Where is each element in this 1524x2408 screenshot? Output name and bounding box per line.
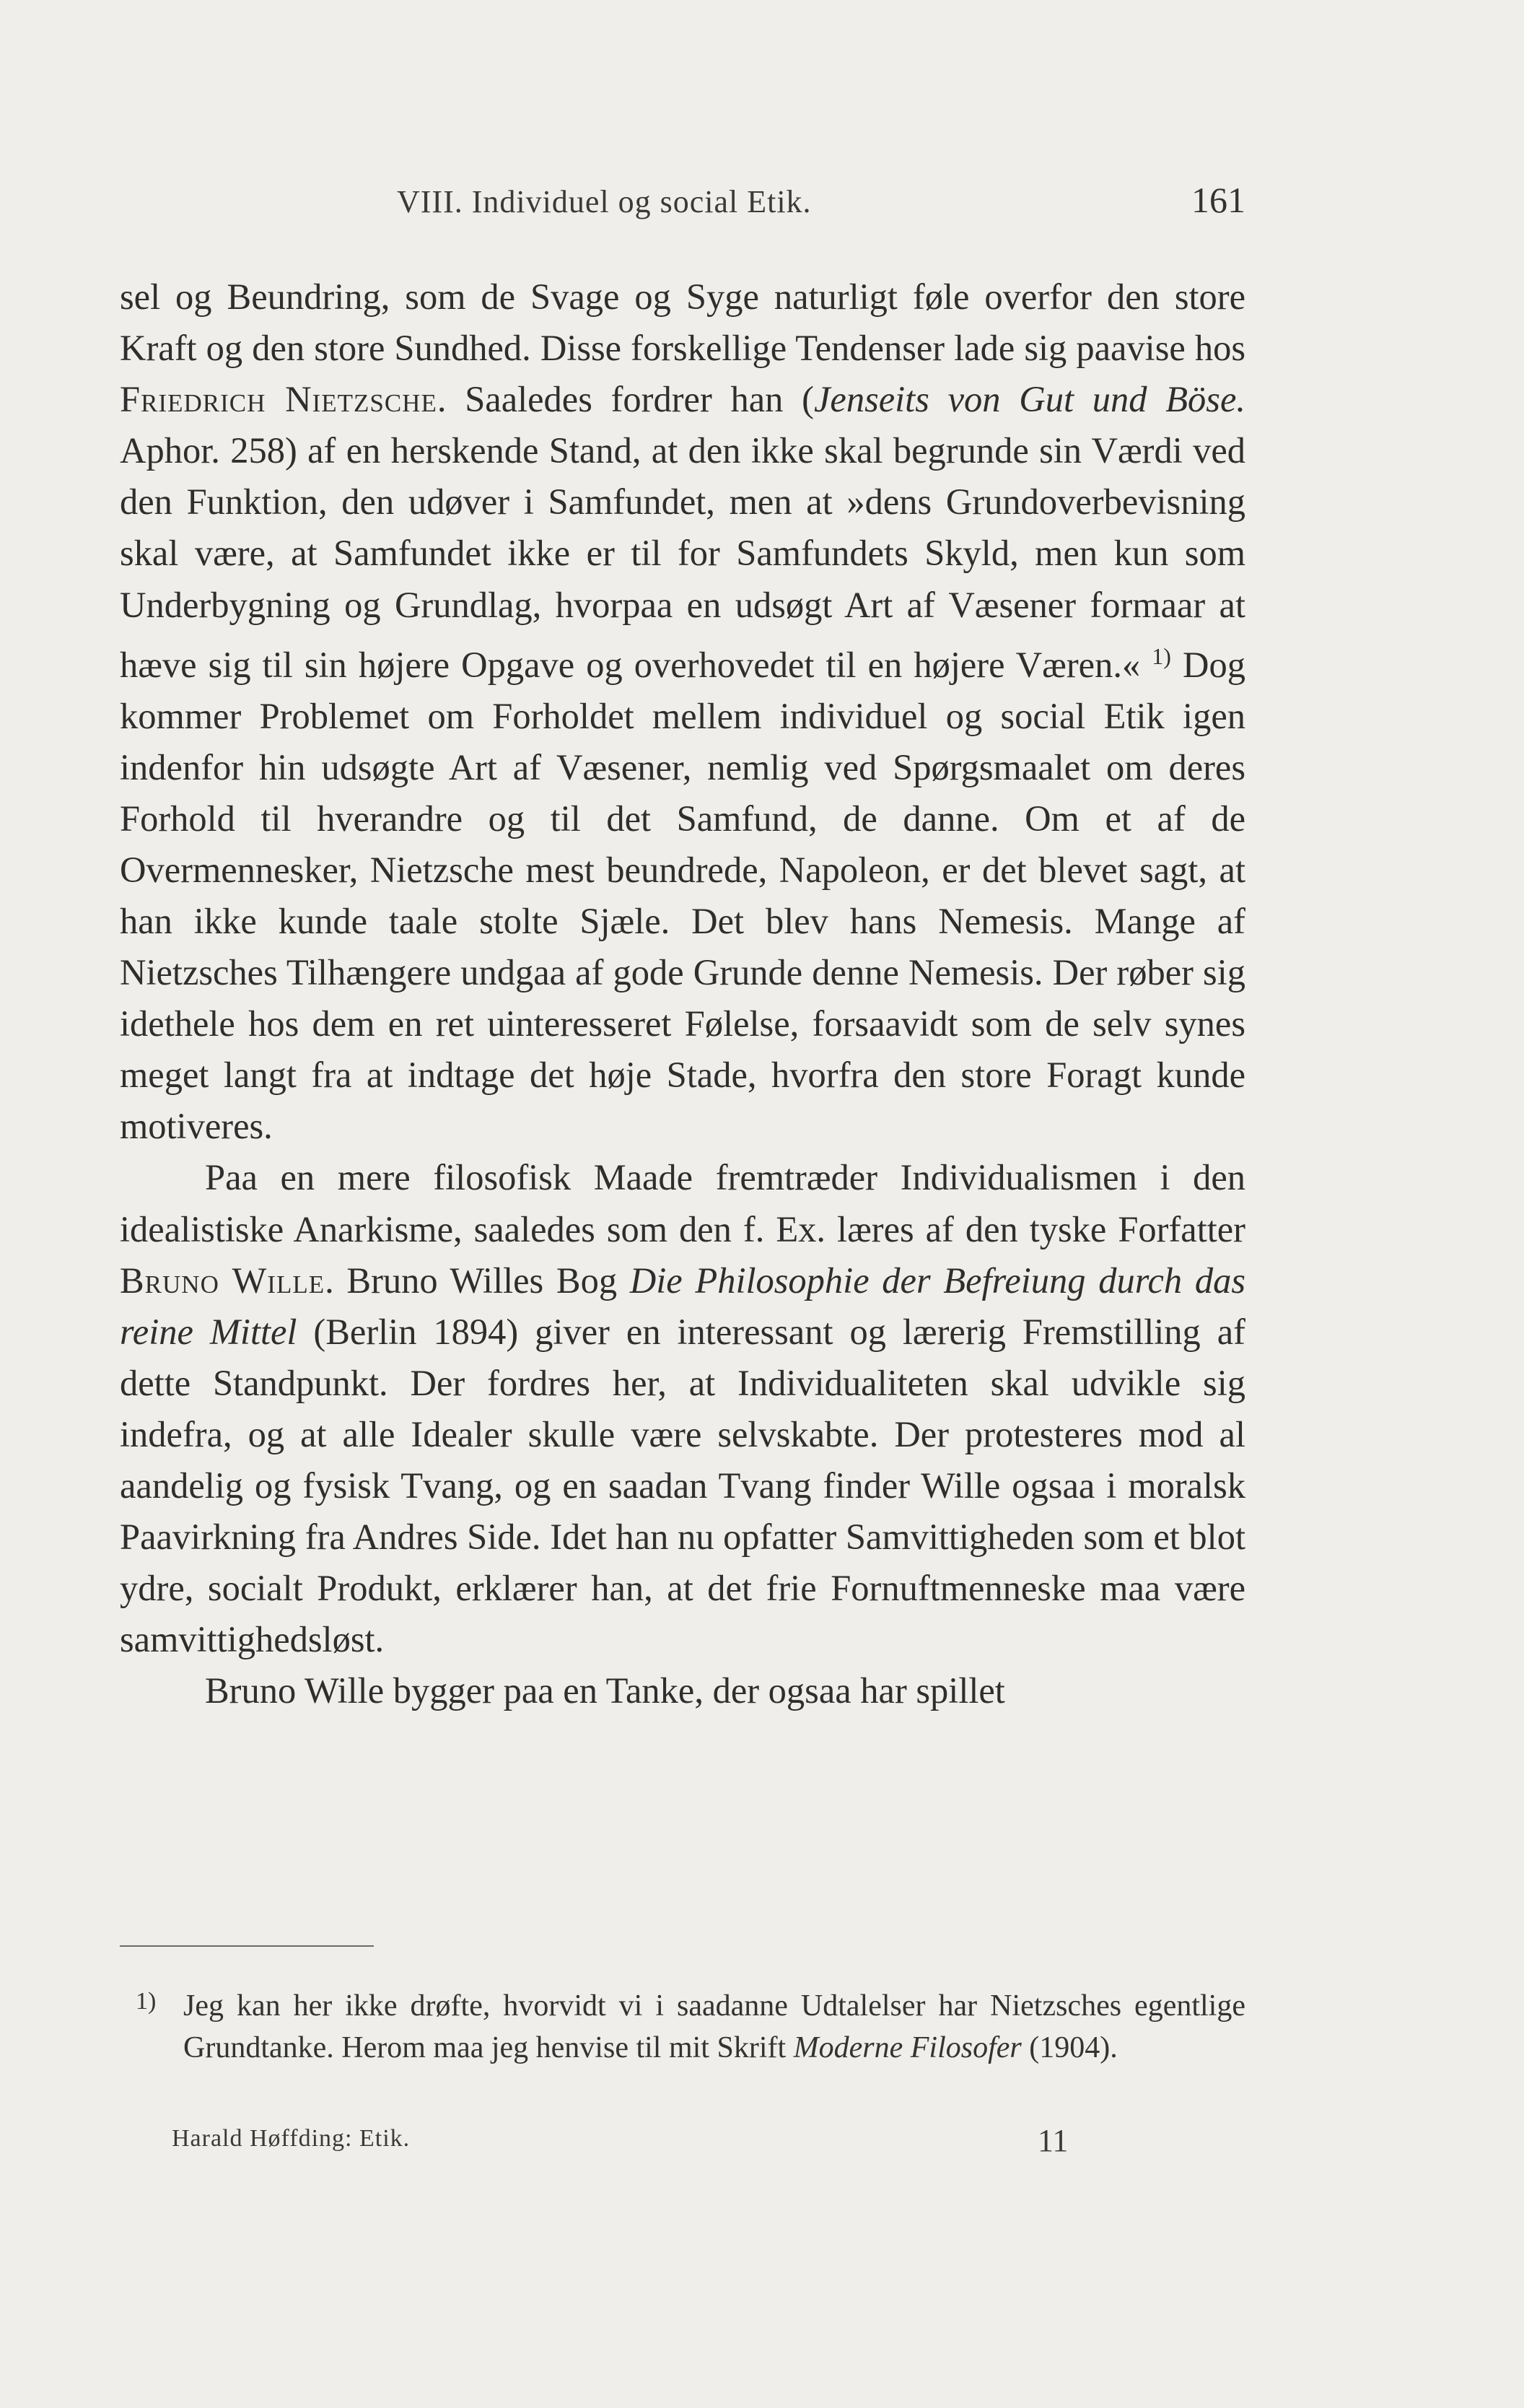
- work-title: Moderne Filosofer: [793, 2031, 1022, 2064]
- paragraph-2: Paa en mere filosofisk Maade fremtræder Individualismen i den idealistiske Anarkisme, saaledes som den f. Ex. læres af den tyske Forfatter Bruno Wille. Bruno Willes Bog Die Philosophie der Befreiung durch das reine Mittel (Berlin 1894) giver en interessant og lærerig Fremstilling af dette Standpunkt. Der fordres her, at Individualiteten skal udvikle sig indefra, og at alle Idealer skulle være selvskabte. Der protesteres mod al aandelig og fysisk Tvang, og en saadan Tvang finder Wille ogsaa i moralsk Paavirkning fra Andres Side. Idet han nu opfatter Samvittigheden som et blot ydre, socialt Produkt, erklærer han, at det frie Fornuftmenneske maa være samvittighedsløst.: [120, 1157, 1246, 1660]
- footnote-divider: [120, 1945, 374, 1947]
- work-title: Die Philosophie der Befreiung durch das reine Mittel: [120, 1260, 1246, 1352]
- running-title: VIII. Individuel og social Etik.: [397, 184, 812, 219]
- main-text: [120, 271, 1245, 1716]
- work-title: Jenseits von Gut und Böse.: [813, 379, 1245, 420]
- footnote-mark: 1): [136, 1988, 157, 2015]
- sheet-number: 11: [1038, 2123, 1069, 2158]
- printer-signature: [172, 2122, 1110, 2165]
- running-header: [123, 179, 1245, 230]
- footnote-reference: 1): [1152, 642, 1171, 669]
- author-name: Bruno Wille: [120, 1260, 325, 1301]
- paragraph-1: sel og Beundring, som de Svage og Syge naturligt føle overfor den store Kraft og den store Sundhed. Disse forskellige Tendenser lade sig paavise hos Friedrich Nietzsche. Saaledes fordrer han (Jenseits von Gut und Böse. Aphor. 258) af en herskende Stand, at den ikke skal begrunde sin Værdi ved den Funktion, den udøver i Samfundet, men at »dens Grundoverbevisning skal være, at Samfundet ikke er til for Samfundets Skyld, men kun som Underbygning og Grundlag, hvorpaa en udsøgt Art af Væsener formaar at hæve sig til sin højere Opgave og overhovedet til en højere Væren.« $^{1)}$ Dog kommer Problemet om Forholdet mellem individuel og social Etik igen indenfor hin udsøgte Art af Væsener, nemlig ved Spørgsmaalet om deres Forhold til hverandre og til det Samfund, de danne. Om et af de Overmennesker, Nietzsche mest beundrede, Napoleon, er det blevet sagt, at han ikke kunde taale stolte Sjæle. Det blev hans Nemesis. Mange af Nietzsches Tilhængere undgaa af gode Grunde denne Nemesis. Der røber sig idethele hos dem en ret uinteresseret Følelse, forsaavidt som de selv synes meget langt fra at indtage det høje Stade, hvorfra den store Foragt kunde motiveres.: [120, 276, 1245, 1147]
- footnote-1: 1) Jeg kan her ikke drøfte, hvorvidt vi i saadanne Udtalelser har Nietzsches egentlige Grundtanke. Herom maa jeg henvise til mit Skrift Moderne Filosofer (1904).: [120, 1985, 1245, 2069]
- page-number: 161: [1191, 180, 1245, 220]
- author-name: Friedrich Nietzsche: [120, 379, 437, 420]
- paragraph-3: Bruno Wille bygger paa en Tanke, der ogsaa har spillet: [205, 1670, 1005, 1711]
- footnotes: [120, 1985, 1245, 2069]
- signature-author: Harald Høffding: Etik.: [172, 2125, 411, 2152]
